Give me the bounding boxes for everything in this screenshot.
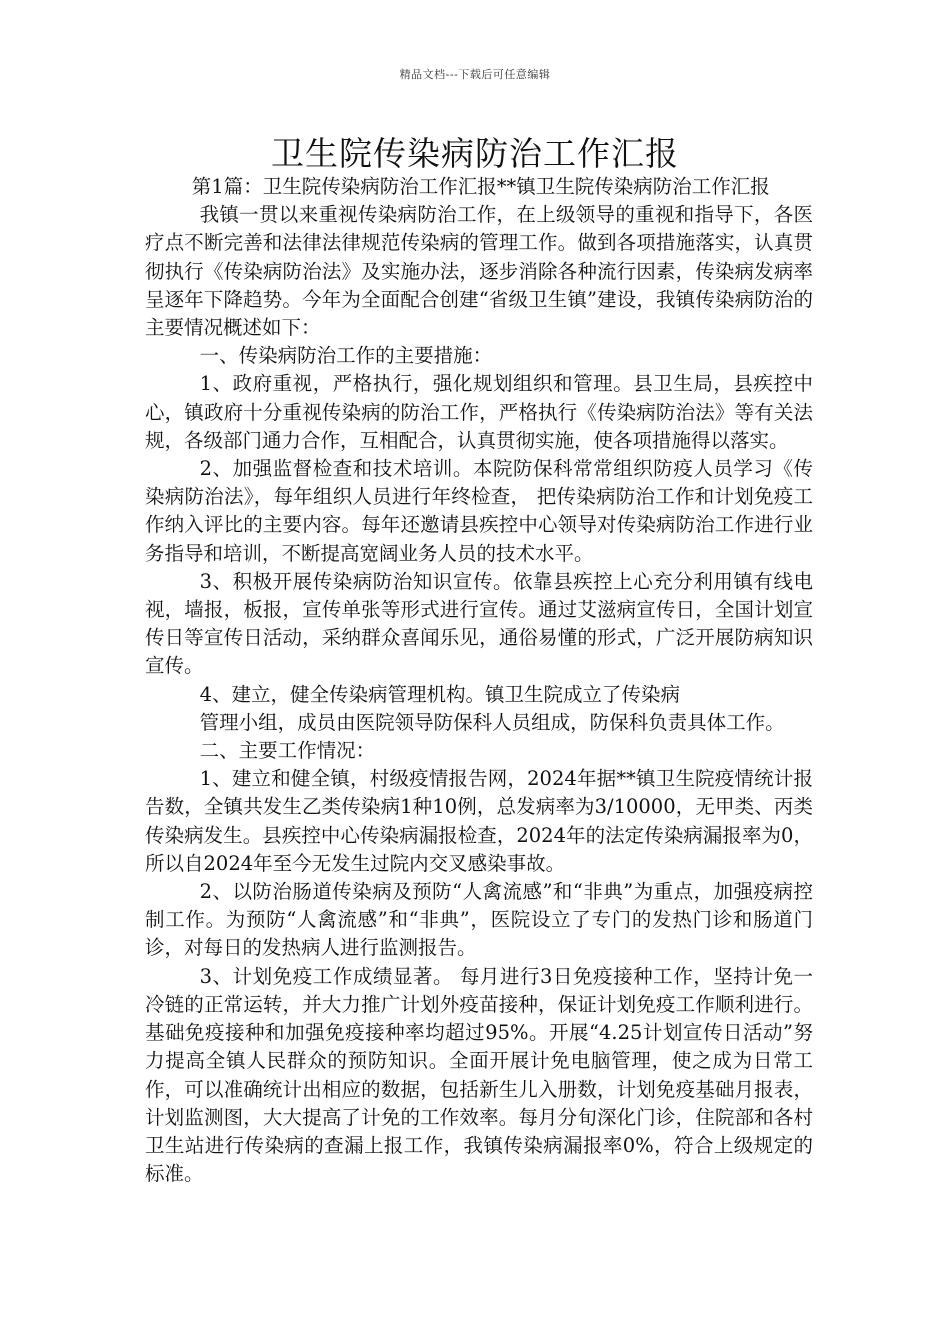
- paragraph: 管理小组，成员由医院领导防保科人员组成，防保科负责具体工作。: [199, 710, 785, 734]
- paragraph: 1、政府重视，严格执行，强化规划组织和管理。县卫生局，县疾控中心，镇政府十分重视传染病的防治工作，严格执行《传染病防治法》等有关法规，各级部门通力合作，互相配合，认真贯彻实施，使各项措施得以落实。: [145, 372, 813, 452]
- paragraph: 我镇一贯以来重视传染病防治工作，在上级领导的重视和指导下，各医疗点不断完善和法律法律规范传染病的管理工作。做到各项措施落实，认真贯彻执行《传染病防治法》及实施办法，逐步消除各种流行因素，传染病发病率呈逐年下降趋势。今年为全面配合创建“省级卫生镇”建设，我镇传染病防治的主要情况概述如下：: [145, 203, 813, 340]
- page-header-note: 精品文档---下载后可任意编辑: [399, 68, 551, 81]
- paragraph: 4、建立，健全传染病管理机构。镇卫生院成立了传染病: [199, 682, 681, 706]
- document-body: [145, 173, 813, 1188]
- section-heading: 二、主要工作情况：: [199, 739, 376, 763]
- paragraph: 1、建立和健全镇，村级疫情报告网，2024年据**镇卫生院疫情统计报告数，全镇共发生乙类传染病1种10例，总发病率为3/10000，无甲类、丙类传染病发生。县疾控中心传染病漏报检查，2024年的法定传染病漏报率为0，所以自2024年至今无发生过院内交叉感染事故。: [145, 767, 813, 875]
- paragraph: 2、以防治肠道传染病及预防“人禽流感”和“非典”为重点，加强疫病控制工作。为预防“人禽流感”和“非典”，医院设立了专门的发热门诊和肠道门诊，对每日的发热病人进行监测报告。: [145, 880, 813, 960]
- paragraph: 3、计划免疫工作成绩显著。 每月进行3日免疫接种工作，坚持计免一冷链的正常运转，并大力推广计划外疫苗接种，保证计划免疫工作顺利进行。基础免疫接种和加强免疫接种率均超过95%。开展“4.25计划宣传日活动”努力提高全镇人民群众的预防知识。全面开展计免电脑管理，使之成为日常工作，可以准确统计出相应的数据，包括新生儿入册数，计划免疫基础月报表，计划监测图，大大提高了计免的工作效率。每月分旬深化门诊，住院部和各村卫生站进行传染病的查漏上报工作，我镇传染病漏报率0%，符合上级规定的标准。: [145, 964, 813, 1186]
- paragraph: 2、加强监督检查和技术培训。本院防保科常常组织防疫人员学习《传染病防治法》，每年组织人员进行年终检查， 把传染病防治工作和计划免疫工作纳入评比的主要内容。每年还邀请县疾控中心领导对传染病防治工作进行业务指导和培训，不断提高宽阔业务人员的技术水平。: [145, 457, 813, 565]
- paragraph-intro-heading: 第1篇：卫生院传染病防治工作汇报**镇卫生院传染病防治工作汇报: [191, 175, 770, 198]
- paragraph: 3、积极开展传染病防治知识宣传。依靠县疾控上心充分利用镇有线电视，墙报，板报，宣传单张等形式进行宣传。通过艾滋病宣传日，全国计划宣传日等宣传日活动，采纳群众喜闻乐见，通俗易懂的形式，广泛开展防病知识宣传。: [145, 569, 813, 678]
- section-heading: 一、传染病防治工作的主要措施：: [199, 344, 493, 368]
- document-title: 卫生院传染病防治工作汇报: [271, 134, 679, 173]
